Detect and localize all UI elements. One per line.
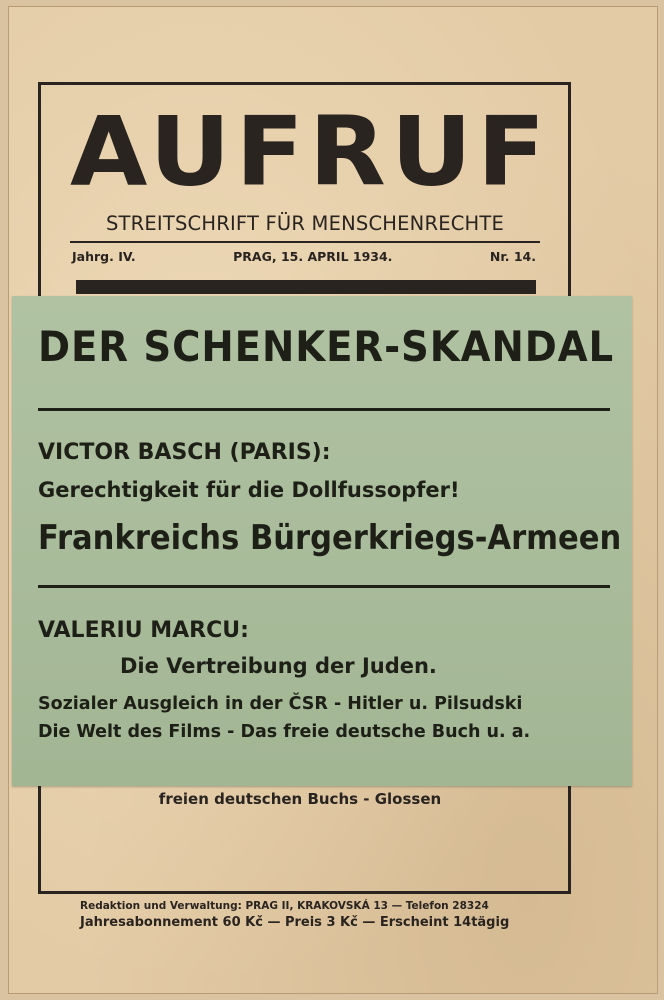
author-marcu: VALERIU MARCU:: [38, 618, 249, 643]
footer-pricing: Jahresabonnement 60 Kč — Preis 3 Kč — Erscheint 14tägig: [80, 915, 510, 930]
contents-tail: freien deutschen Buchs - Glossen: [158, 790, 442, 808]
headline-dollfuss: Gerechtigkeit für die Dollfussopfer!: [38, 478, 460, 502]
contents-line-2: Die Welt des Films - Das freie deutsche Buch u. a.: [38, 722, 531, 742]
issue-info-row: [70, 243, 540, 264]
footer: [80, 900, 560, 930]
magazine-subtitle: STREITSCHRIFT FÜR MENSCHENRECHTE: [105, 212, 505, 235]
headline-vertreibung: Die Vertreibung der Juden.: [120, 654, 437, 678]
band-headline: DER SCHENKER-SKANDAL: [38, 322, 615, 371]
green-wrapper-band: [12, 296, 632, 786]
volume-label: Jahrg. IV.: [72, 249, 136, 264]
band-rule-top: [38, 408, 610, 411]
author-basch: VICTOR BASCH (PARIS):: [38, 440, 331, 465]
place-date-label: PRAG, 15. APRIL 1934.: [233, 249, 393, 264]
issue-number-label: Nr. 14.: [489, 249, 536, 264]
masthead-thick-bar: [76, 280, 536, 294]
headline-frankreich: Frankreichs Bürgerkriegs-Armeen: [38, 518, 622, 558]
band-rule-middle: [38, 585, 610, 588]
masthead: [70, 95, 551, 264]
footer-address: Redaktion und Verwaltung: PRAG II, KRAKOVSKÁ 13 — Telefon 28324: [80, 900, 489, 912]
magazine-title: AUFRUF: [70, 95, 551, 208]
contents-line-1: Sozialer Ausgleich in der ČSR - Hitler u. Pilsudski: [38, 694, 523, 714]
